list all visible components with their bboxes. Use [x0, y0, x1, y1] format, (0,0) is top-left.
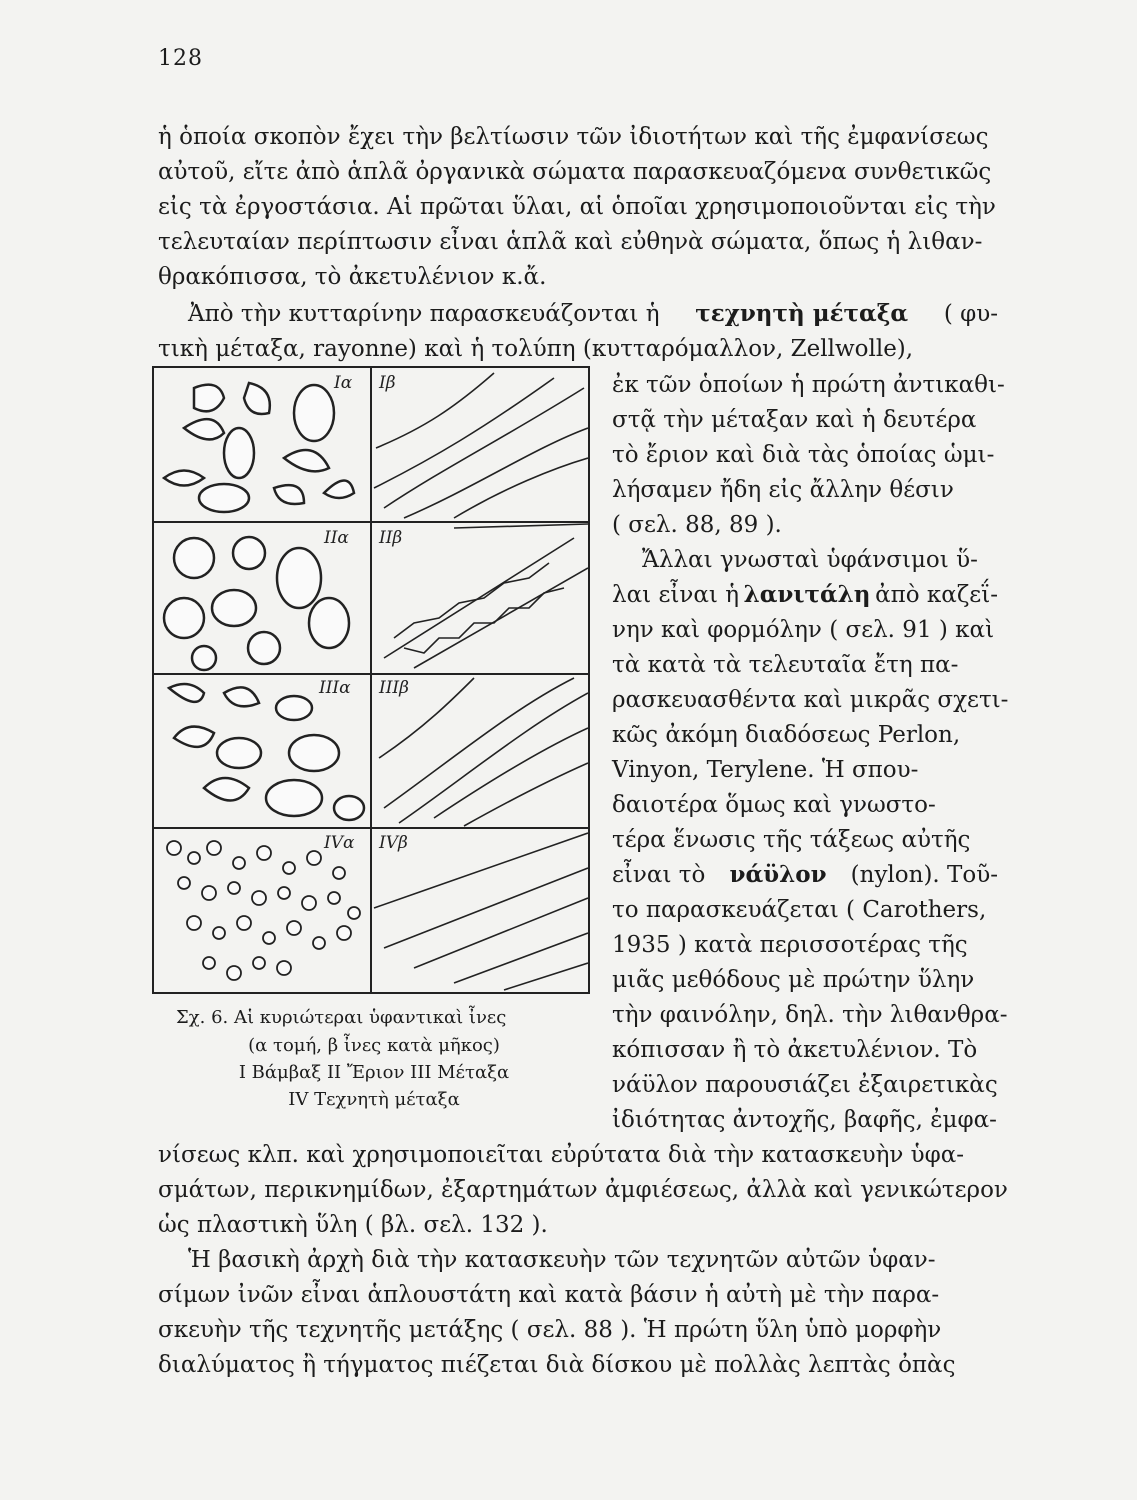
- text-line: κῶς ἀκόμη διαδόσεως Perlon,: [612, 722, 961, 748]
- text-line: τὸ ἔριον καὶ διὰ τὰς ὁποίας ὡμι-: [612, 442, 995, 468]
- fiber-figure: [152, 366, 590, 994]
- text-line: ἐκ τῶν ὁποίων ἡ πρώτη ἀντικαθι-: [612, 372, 1005, 398]
- figure-caption: (α τομή, β ἶνες κατὰ μῆκος): [248, 1035, 500, 1056]
- silk-sections: [169, 684, 364, 820]
- text-line: ἡ ὁποία σκοπὸν ἔχει τὴν βελτίωσιν τῶν ἰδιοτήτων καὶ τῆς ἐμφανίσεως: [158, 124, 989, 150]
- text-line: λήσαμεν ἤδη εἰς ἄλλην θέσιν: [612, 477, 954, 503]
- text-line: διαλύματος ἢ τήγματος πιέζεται διὰ δίσκου μὲ πολλὰς λεπτὰς ὀπὰς: [158, 1352, 956, 1378]
- label-ivb: IVβ: [379, 833, 408, 853]
- text-line: 1935 ) κατὰ περισσοτέρας τῆς: [612, 932, 968, 958]
- label-ia: Iα: [334, 373, 353, 393]
- fiber-illustration: [154, 368, 588, 992]
- text-line: σμάτων, περικνημίδων, ἐξαρτημάτων ἀμφιέσεως, ἀλλὰ καὶ γενικώτερον: [158, 1177, 1008, 1203]
- label-iva: IVα: [324, 833, 355, 853]
- text-line: ἰδιότητας ἀντοχῆς, βαφῆς, ἐμφα-: [612, 1107, 997, 1133]
- figure-caption: I Βάμβαξ II Ἔριον III Μέταξα: [238, 1062, 510, 1083]
- label-ib: Iβ: [379, 373, 396, 393]
- wool-sections: [164, 537, 349, 670]
- text-line: Ἡ βασικὴ ἀρχὴ διὰ τὴν κατασκευὴν τῶν τεχνητῶν αὐτῶν ὑφαν-: [188, 1247, 936, 1273]
- text-line: τικὴ μέταξα, rayonne) καὶ ἡ τολύπη (κυτταρόμαλλον, Zellwolle),: [158, 336, 914, 362]
- text-line: μιᾶς μεθόδους μὲ πρώτην ὕλην: [612, 967, 975, 993]
- text-line: εἰς τὰ ἐργοστάσια. Αἱ πρῶται ὕλαι, αἱ ὁποῖαι χρησιμοποιοῦνται εἰς τὴν: [158, 194, 996, 220]
- bold-term: τεχνητὴ μέταξα: [695, 300, 909, 327]
- label-iia: IIα: [324, 528, 349, 548]
- text-line: νην καὶ φορμόλην ( σελ. 91 ) καὶ: [612, 617, 995, 643]
- bold-term: νάϋλον: [729, 861, 827, 888]
- bold-term: λανιτάλη: [743, 581, 871, 608]
- figure-caption: Σχ. 6. Αἱ κυριώτεραι ὑφαντικαὶ ἶνες: [176, 1007, 507, 1028]
- text-line: αὐτοῦ, εἴτε ἀπὸ ἁπλᾶ ὀργανικὰ σώματα παρασκευαζόμενα συνθετικῶς: [158, 159, 992, 185]
- text-line: Ἀπὸ τὴν κυτταρίνην παρασκευάζονται ἡ τεχνητὴ μέταξα ( φυ-: [158, 297, 998, 331]
- text-line: εἶναι τὸ νάϋλον (nylon). Τοῦ-: [612, 858, 998, 892]
- text-line: Ἄλλαι γνωσταὶ ὑφάνσιμοι ὕ-: [642, 547, 978, 573]
- text-line: Vinyon, Terylene. Ἡ σπου-: [612, 757, 919, 783]
- text-line: τελευταίαν περίπτωσιν εἶναι ἁπλᾶ καὶ εὐθηνὰ σώματα, ὅπως ἡ λιθαν-: [158, 229, 983, 255]
- text-line: θρακόπισσα, τὸ ἀκετυλένιον κ.ἄ.: [158, 264, 547, 290]
- text-line: σίμων ἰνῶν εἶναι ἁπλουστάτη καὶ κατὰ βάσιν ἡ αὐτὴ μὲ τὴν παρα-: [158, 1282, 940, 1308]
- text-line: νάϋλον παρουσιάζει ἐξαιρετικὰς: [612, 1072, 998, 1098]
- cotton-sections: [164, 383, 354, 512]
- label-iiia: IIIα: [319, 678, 351, 698]
- label-iib: IIβ: [379, 528, 403, 548]
- rayon-sections: [167, 841, 360, 980]
- silk-fibers: [379, 678, 588, 826]
- text-line: νίσεως κλπ. καὶ χρησιμοποιεῖται εὐρύτατα διὰ τὴν κατασκευὴν ὑφα-: [158, 1142, 965, 1168]
- rayon-fibers: [374, 833, 588, 990]
- text-line: ὡς πλαστικὴ ὕλη ( βλ. σελ. 132 ).: [158, 1212, 548, 1238]
- wool-fiber: [384, 524, 588, 668]
- cotton-fibers: [374, 373, 588, 518]
- text-line: τὰ κατὰ τὰ τελευταῖα ἔτη πα-: [612, 652, 959, 678]
- page-number: 128: [158, 46, 203, 71]
- text-line: ( σελ. 88, 89 ).: [612, 512, 782, 538]
- text-line: στᾷ τὴν μέταξαν καὶ ἡ δευτέρα: [612, 407, 977, 433]
- text-line: ρασκευασθέντα καὶ μικρᾶς σχετι-: [612, 687, 1009, 713]
- text-line: το παρασκευάζεται ( Carothers,: [612, 897, 987, 923]
- figure-caption: IV Τεχνητὴ μέταξα: [288, 1089, 460, 1110]
- text-line: τὴν φαινόλην, δηλ. τὴν λιθανθρα-: [612, 1002, 1008, 1028]
- text-line: λαι εἶναι ἡ λανιτάλη ἀπὸ καζεΐ-: [612, 578, 998, 612]
- text-line: τέρα ἕνωσις τῆς τάξεως αὐτῆς: [612, 827, 971, 853]
- text-line: δαιοτέρα ὅμως καὶ γνωστο-: [612, 792, 936, 818]
- text-line: σκευὴν τῆς τεχνητῆς μετάξης ( σελ. 88 ). Ἡ πρώτη ὕλη ὑπὸ μορφὴν: [158, 1317, 942, 1343]
- label-iiib: IIIβ: [379, 678, 409, 698]
- text-line: κόπισσαν ἢ τὸ ἀκετυλένιον. Τὸ: [612, 1037, 978, 1063]
